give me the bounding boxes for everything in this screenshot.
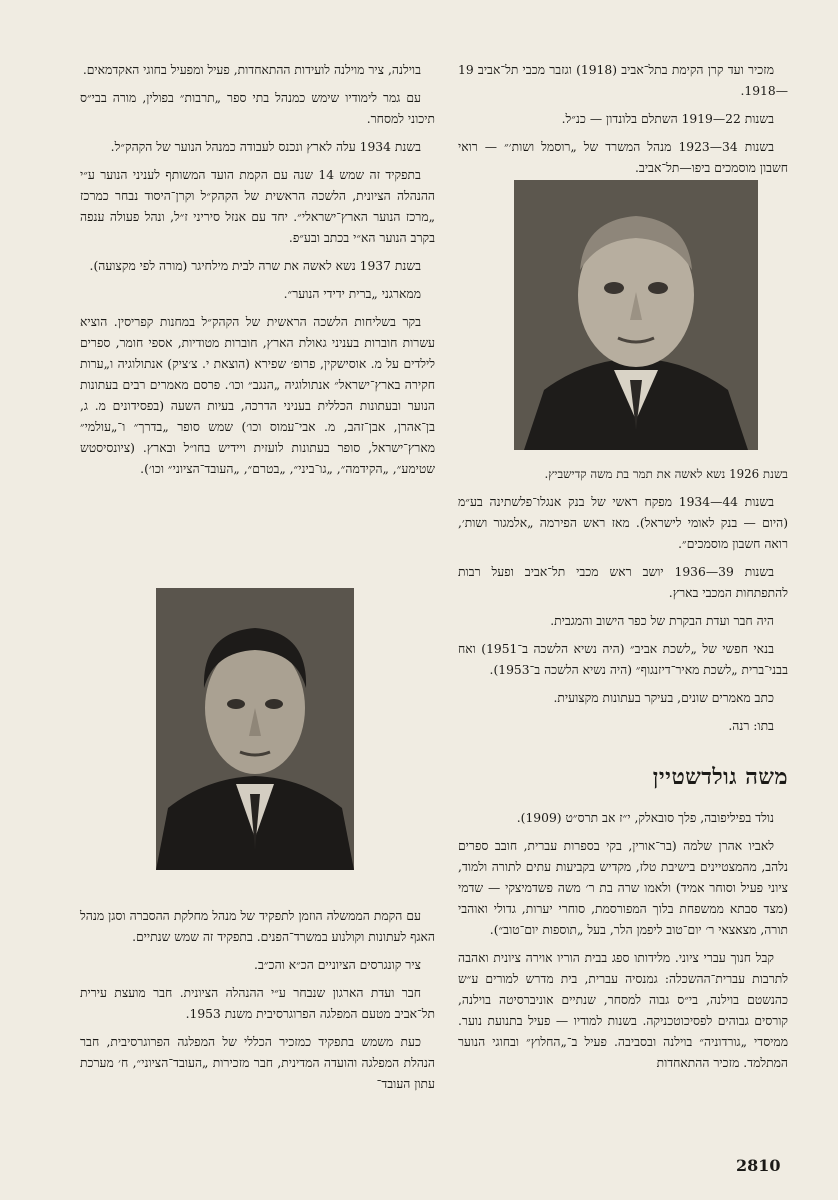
photo-1-caption: בשנת 1926 נשא לאשה את תמר בת משה קדישביץ. [544,467,788,481]
portrait-photo-2 [156,588,354,870]
right-column-bottom [458,492,788,744]
right-column-top [458,60,788,186]
paragraph: היה חבר ועדת הבקרת של כפר הישוב והמגבית. [550,614,774,628]
paragraph: מזכיר ועד קרן הקימת בתל־אביב (1918) וגזבר מכבי תל־אביב 19—1918. [458,63,788,98]
paragraph: בנאי חפשי של „לשכת אביב״ (היה נשיא הלשכה ב־1951) ואח בבני־ברית „לשכת מאיר־דיזנגוף״ (היה נשיא הלשכה ב־1953). [458,642,788,677]
paragraph: בתפקיד זה שמש 14 שנה עם הקמת הועד המשותף לעניני הנוער ע״י ההנהלה הציונית, הלשכה הראשית של הקהק״ל וקרן־היסוד נבחר כמרכז „מרכז הנוער הארץ־ישראלי״. יחד עם אנזל סיריני ז״ל, ונהל פעולה ענפה בקרב הנוער הא״י בכתב ובע״פ. [80,168,435,245]
paragraph: קבל חנוך עברי ציוני. מלידותו ספג בבית הוריו אוירה ציונית ואהבה לתרבות עברית־ההשכלה: גמנסיה עברית, בית מדרש למורים ע״ש כהנשטם בוילנה, בי״ס גבוה למסחר, שנתיים אוניברסיטה בוילנה, קורסים גבוהים לפסיכוטכניקה. בשנות למודיו — פעיל בתנועת נוער. ממיסדי „גורדוניה״ בוילנה ובסביבה. פעיל ב־„החלוץ״ ובחוגי הנוער המתלמד. מזכיר ההתאחדות [458,951,788,1070]
paragraph: בשנות 39—1936 יושב ראש מכבי תל־אביב ופעל רבות להתפתחות המכבי בארץ. [458,565,788,600]
biography-heading: משה גולדשטיין [652,764,788,790]
left-column-top [80,60,435,487]
paragraph: לאביו אהרן שלמה (בר־אורין, בקי בספרות עברית, חובב ספרים נלהב, מהמצטיינים בישיבת טלז, מקדיש בקביעות עתים לתורה ולמוד, ציוני פעיל וסוחר אמיד) ולאמו שרה בת ר׳ משה פשדמיצקי — שדמי (מצד סבתא ממשפחת בלוך המפורסמת, סוחרי יערות, גדולי ואוהבי תורה, מצאצאי ר׳ יום־טוב ליפמן הלר, בעל „תוספות יום־טוב״). [458,839,788,937]
right-column-bio [458,808,788,1081]
paragraph: ציר קונגרסים הציוניים הכ״א והכ״ב. [254,958,421,972]
paragraph: בשנת 1934 עלה לארץ ונכנס לעבודה כמנהל הנוער של הקהק״ל. [110,140,421,154]
paragraph: עם הקמת הממשלה הוזמן לתפקיד של מנהל מחלקת ההסברה וסגן מנהל האגף לעתונות וקולנוע במשרד־הפנים. בתפקיד זה שמש שנתיים. [80,909,435,944]
portrait-photo-1 [514,180,758,450]
paragraph: כעת משמש בתפקיד כמזכיר הכללי של המפלגה הפרוגרסיבית, חבר הנהלת המפלגה והועדה המדינית, חבר מזכירות „העובד־הציוני״, ח׳ מערכת עתון העובד־ [80,1035,435,1091]
paragraph: בשנות 22—1919 השתלם בלונדון — כנ״ל. [561,112,774,126]
paragraph: כתב מאמרים שונים, בעיקר בעתונות מקצועית. [553,691,774,705]
paragraph: חבר ועדת הארגון שנבחר ע״י ההנהלה הציונית. חבר מועצת עירית תל־אביב מטעם המפלגה הפרוגרסיבית משנת 1953. [80,986,435,1021]
paragraph: בתו: רנה. [728,719,774,733]
paragraph: בשנת 1937 נשא לאשה את שרה לבית מילחיגר (מורה לפי מקצועה). [89,259,421,273]
paragraph: בשנות 44—1934 מפקח ראשי של בנק אנגלו־פלשתינה בע״מ (היום — בנק לאומי לישראל). מאז ראש הפירמה „אלמגור ושות׳, רואה חשבון מוסמכים״. [458,495,788,551]
paragraph: נולד בפיליפובה, פלך סובאלק, י״ז אב תרס״ט (1909). [516,811,774,825]
page-number: 2810 [736,1156,781,1175]
paragraph: בוילנה, ציר מוילנה לועידות ההתאחדות, פעיל ומפעיל בחוגי האקדמאים. [82,63,421,77]
paragraph: ממארגני „ברית ידידי הנוער״. [283,287,421,301]
paragraph: בקר בשליחות הלשכה הראשית של הקהק״ל במחנות קפריסין. הוציא עשרות חוברות בעניני גאולת הארץ, חוברות מטודיות, אספי חומר, ספרים לילדים על מ. אוסישקין, פרופ׳ שפירא (הוצאת י. צ׳ציק) אנתולוגיה ו„ערות חקירה בארץ־ישראל״ אנתולוגיה „הנגב״ וכו׳. פרסם מאמרים רבים בעתונות הנוער ובעתונות הכללית בעניני הדרכה, בעיות השעה (בפסידונים מ. ג, בן־אהרן, אבן־זהב, מ. אבי־עמוס וכו׳) שמש סופר „בדרך״ ו־„עולמי״ מארץ־ישראל, סופר בעתונות לועזית ויידיש בחו״ל ובארץ. (ציונסיסטש שטימע״, „הקידמה״, „גו־ביני״, „בטרם״, „העובד־הציוני״ וכו׳). [80,315,435,476]
paragraph: עם גמר לימודיו שימש כמנהל בתי ספר „תרבות״ בפולין, מורה בבי״ס תיכוני למסחר. [80,91,435,126]
paragraph: בשנות 34—1923 מנהל המשרד של „רוסמל ושות׳״ — רואי חשבון מוסמכים ביפו—תל־אביב. [458,140,788,175]
left-column-bottom [80,906,435,1102]
